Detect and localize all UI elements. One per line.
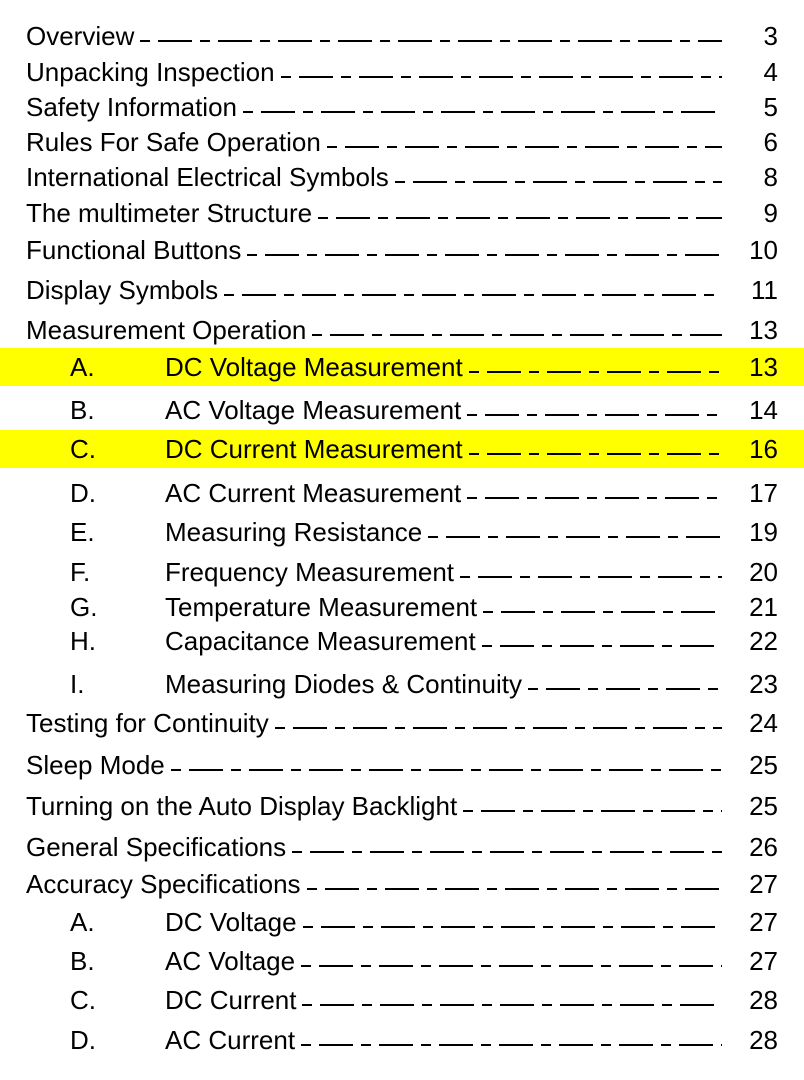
toc-entry-title: DC Voltage [165,907,297,937]
toc-entry[interactable] [0,787,804,825]
toc-entry-title: AC Voltage Measurement [165,395,462,425]
toc-entry-title: Sleep Mode [26,750,165,780]
toc-entry-title: AC Current Measurement [165,478,462,508]
toc-entry[interactable] [0,622,804,660]
toc-entry-title: Unpacking Inspection [26,57,275,87]
toc-entry-title: Rules For Safe Operation [26,127,321,157]
toc-entry-number: D. [70,1025,96,1055]
dot-leader [224,294,722,296]
dot-leader [482,645,722,647]
toc-entry-page: 13 [749,352,778,382]
toc-entry-title: Measurement Operation [26,315,307,345]
toc-entry-title: Overview [26,21,135,51]
toc-entry-page: 25 [749,791,778,821]
dot-leader [395,181,722,183]
toc-entry-title: DC Current Measurement [165,434,463,464]
dot-leader [463,810,722,812]
toc-entry[interactable] [0,123,804,161]
toc-entry-page: 4 [763,57,778,87]
toc-entry-page: 3 [763,21,778,51]
dot-leader [428,536,722,538]
toc-entry-page: 10 [749,235,778,265]
toc-entry-number: E. [70,517,95,547]
toc-entry-page: 20 [749,557,778,587]
toc-entry-title: Frequency Measurement [165,557,455,587]
toc-entry[interactable] [0,553,804,591]
toc-entry-title: Accuracy Specifications [26,869,301,899]
toc-entry-number: B. [70,946,95,976]
dot-leader [469,371,722,373]
toc-entry[interactable] [0,430,804,468]
toc-entry-page: 28 [749,1025,778,1055]
dot-leader [301,965,722,967]
dot-leader [460,576,722,578]
toc-entry-page: 27 [749,907,778,937]
toc-entry-title: Measuring Diodes & Continuity [165,669,522,699]
dot-leader [301,1044,722,1046]
toc-entry-title: AC Current [165,1025,296,1055]
dot-leader [528,688,722,690]
toc-entry[interactable] [0,158,804,196]
toc-entry-page: 24 [749,708,778,738]
toc-entry-page: 16 [749,434,778,464]
toc-entry[interactable] [0,942,804,980]
toc-entry-page: 13 [749,315,778,345]
toc-entry-page: 6 [763,127,778,157]
toc-entry[interactable] [0,704,804,742]
toc-entry-page: 14 [749,395,778,425]
toc-entry-page: 21 [749,592,778,622]
toc-entry-title: The multimeter Structure [26,198,313,228]
toc-entry[interactable] [0,828,804,866]
toc-entry-title: Temperature Measurement [165,592,478,622]
toc-entry-number: A. [70,907,95,937]
toc-entry-page: 23 [749,669,778,699]
dot-leader [312,334,722,336]
toc-entry-title: Functional Buttons [26,235,242,265]
toc-entry-page: 22 [749,626,778,656]
toc-entry-number: G. [70,592,98,622]
toc-entry-title: Testing for Continuity [26,708,269,738]
toc-entry[interactable] [0,981,804,1019]
dot-leader [467,497,722,499]
toc-entry-page: 19 [749,517,778,547]
toc-entry-title: DC Voltage Measurement [165,352,463,382]
dot-leader [307,888,722,890]
toc-entry-title: Capacitance Measurement [165,626,476,656]
toc-entry-page: 9 [763,198,778,228]
toc-entry[interactable] [0,311,804,349]
dot-leader [292,851,722,853]
toc-entry[interactable] [0,348,804,386]
toc-entry-page: 8 [763,162,778,192]
dot-leader [318,217,722,219]
toc-entry[interactable] [0,588,804,626]
dot-leader [327,146,722,148]
dot-leader [467,414,722,416]
toc-entry-title: General Specifications [26,832,287,862]
toc-entry-page: 11 [751,275,778,305]
toc-entry-number: B. [70,395,95,425]
toc-entry[interactable] [0,53,804,91]
toc-entry-title: Measuring Resistance [165,517,423,547]
toc-entry-number: A. [70,352,95,382]
dot-leader [303,926,722,928]
toc-entry[interactable] [0,1021,804,1059]
toc-entry-title: Turning on the Auto Display Backlight [26,791,458,821]
toc-entry-title: International Electrical Symbols [26,162,389,192]
toc-entry-page: 25 [749,750,778,780]
toc-entry-page: 26 [749,832,778,862]
toc-entry-page: 27 [749,946,778,976]
toc-entry-page: 17 [749,478,778,508]
toc-entry-title: Safety Information [26,92,237,122]
toc-entry-title: Display Symbols [26,275,219,305]
dot-leader [281,76,722,78]
toc-entry-page: 27 [749,869,778,899]
toc-entry[interactable] [0,194,804,232]
dot-leader [483,611,722,613]
toc-entry[interactable] [0,513,804,551]
toc-entry-page: 28 [749,985,778,1015]
toc-entry-title: AC Voltage [165,946,296,976]
toc-entry[interactable] [0,474,804,512]
dot-leader [247,254,722,256]
dot-leader [275,727,722,729]
toc-entry[interactable] [0,231,804,269]
dot-leader [243,111,722,113]
toc-entry[interactable] [0,17,804,55]
toc-entry-number: C. [70,985,96,1015]
dot-leader [171,769,722,771]
toc-entry-number: F. [70,557,91,587]
toc-entry[interactable] [0,746,804,784]
toc-entry[interactable] [0,865,804,903]
toc-entry-number: C. [70,434,96,464]
toc-entry-number: D. [70,478,96,508]
toc-entry[interactable] [0,665,804,703]
dot-leader [469,453,722,455]
toc-entry-number: H. [70,626,96,656]
toc-entry-title: DC Current [165,985,297,1015]
toc-entry[interactable] [0,903,804,941]
dot-leader [302,1004,722,1006]
toc-entry-number: I. [70,669,85,699]
toc-entry[interactable] [0,88,804,126]
toc-entry-page: 5 [763,92,778,122]
toc-entry[interactable] [0,391,804,429]
toc-entry[interactable] [0,271,804,309]
dot-leader [140,40,722,42]
